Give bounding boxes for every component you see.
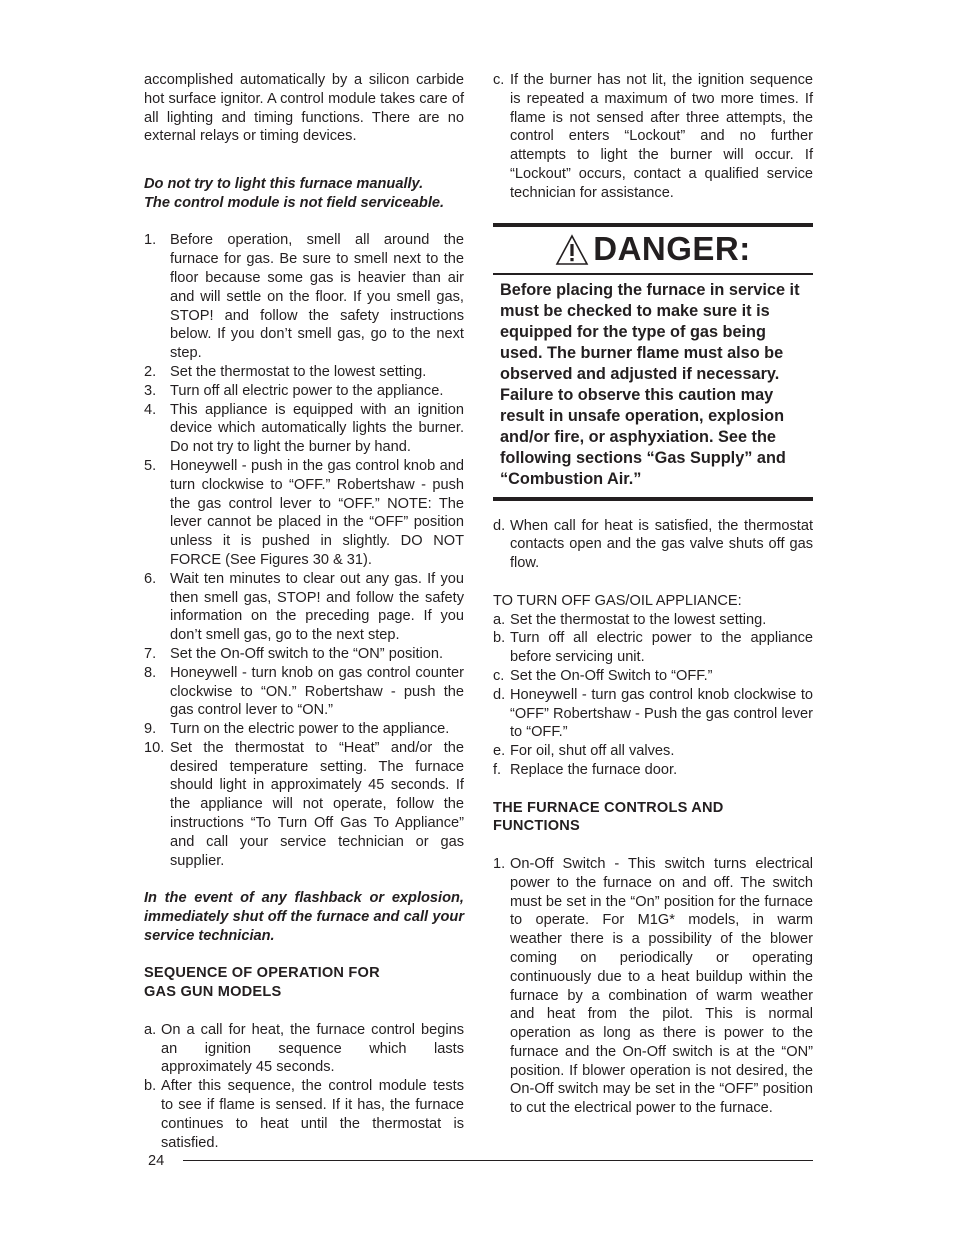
step-number: 2. (144, 363, 157, 380)
item-letter: d. (493, 517, 506, 534)
list-item (493, 667, 813, 686)
step-text: Turn on the electric power to the appliance. (170, 721, 450, 738)
warning-triangle-icon (555, 234, 593, 266)
item-letter: c. (493, 667, 505, 684)
list-item (144, 363, 464, 382)
step-number: 6. (144, 570, 157, 587)
item-letter: f. (493, 761, 502, 778)
manual-light-warning-line1: Do not try to light this furnace manually. (144, 175, 424, 192)
list-item (493, 629, 813, 667)
list-item (493, 761, 813, 780)
step-text: Honeywell - push in the gas control knob and turn clockwise to “OFF.” Robertshaw - push the gas control lever to “OFF.” NOTE: The lever cannot be placed in the “OFF” position unless it is pushed in slightly. DO NOT FORCE (See Figures 30 & 31). (170, 457, 464, 568)
item-text: If the burner has not lit, the ignition sequence is repeated a maximum of two more times. If flame is not sensed after three attempts, the control enters “Lockout” and no further attempts to light the burner will occur. If “Lockout” occurs, contact a qualified service technician for assistance. (510, 72, 813, 201)
list-item (144, 664, 464, 720)
list-item (144, 1077, 464, 1152)
step-text: Turn off all electric power to the appliance. (170, 382, 444, 399)
controls-heading: THE FURNACE CONTROLS AND FUNCTIONS (493, 799, 724, 835)
step-text: This appliance is equipped with an ignition device which automatically lights the burner. Do not try to light the burner by hand. (170, 401, 464, 456)
item-letter: e. (493, 743, 506, 760)
step-text: Set the thermostat to the lowest setting. (170, 363, 427, 380)
item-text: When call for heat is satisfied, the thermostat contacts open and the gas valve shuts off gas flow. (510, 517, 813, 572)
manual-light-warning-line2: The control module is not field serviceable. (144, 194, 445, 211)
danger-title: DANGER: (593, 230, 751, 268)
step-number: 4. (144, 401, 157, 418)
turn-off-heading: TO TURN OFF GAS/OIL APPLIANCE: (493, 592, 742, 609)
sequence-heading-line1: SEQUENCE OF OPERATION FOR (144, 965, 380, 982)
danger-header (493, 227, 813, 275)
list-item (144, 570, 464, 645)
list-item (493, 855, 813, 1118)
manual-light-warning (144, 175, 464, 213)
item-text: Set the thermostat to the lowest setting. (510, 611, 767, 628)
intro-paragraph: accomplished automatically by a silicon carbide hot surface ignitor. A control module takes care of all lighting and timing functions. There are no external relays or timing devices. (144, 72, 464, 145)
list-item (144, 401, 464, 457)
step-number: 3. (144, 382, 157, 399)
controls-list (493, 855, 813, 1118)
list-item (144, 739, 464, 871)
step-number: 5. (144, 457, 157, 474)
item-text: Turn off all electric power to the appliance before servicing unit. (510, 630, 813, 666)
step-number: 1. (144, 232, 157, 249)
right-column (493, 71, 813, 1118)
danger-box (493, 223, 813, 501)
list-item (493, 742, 813, 761)
step-text: Wait ten minutes to clear out any gas. If you then smell gas, STOP! and follow the safety information on the preceding page. If you don’t smell gas, go to the next step. (170, 570, 464, 644)
step-number: 9. (144, 721, 157, 738)
item-text: For oil, shut off all valves. (510, 743, 675, 760)
list-item (144, 720, 464, 739)
step-number: 10. (144, 739, 165, 756)
step-text: Before operation, smell all around the furnace for gas. Be sure to smell next to the floor because some gas is heavier than air and will settle on the floor. If you smell gas, STOP! and follow the safety instructions below. If you don’t smell gas, go to the next step. (170, 232, 464, 362)
item-text: On a call for heat, the furnace control begins an ignition sequence which lasts approximately 45 seconds. (161, 1021, 464, 1076)
item-letter: b. (493, 630, 506, 647)
step-number: 7. (144, 645, 157, 662)
list-item (144, 382, 464, 401)
list-item (144, 645, 464, 664)
list-item (144, 231, 464, 363)
turn-off-list (493, 611, 813, 780)
step-text: Set the thermostat to “Heat” and/or the desired temperature setting. The furnace should light in approximately 45 seconds. If the appliance will not operate, follow the instructions “To Turn Off Gas To Appliance” and call your service technician or gas supplier. (170, 739, 464, 869)
step-text: Set the On-Off switch to the “ON” position. (170, 645, 444, 662)
list-item (493, 686, 813, 742)
left-column (144, 71, 464, 1152)
step-text: Honeywell - turn knob on gas control counter clockwise to “ON.” Robertshaw - push the gas control lever to “ON.” (170, 664, 464, 719)
sequence-list (144, 1021, 464, 1153)
list-item (144, 457, 464, 570)
page-number: 24 (148, 1153, 165, 1169)
item-letter: d. (493, 686, 506, 703)
item-text: On-Off Switch - This switch turns electrical power to the furnace on and off. The switch must be set in the “On” position for the furnace to operate. For M1G* models, in warm weather there is a possibility of the blower coming on periodically or operating continuously due to a heat buildup within the furnace by a combination of warm weather and heat from the pilot. This is normal operation as long as there is power to the furnace and the On-Off switch is at the “ON” position. If blower operation is not desired, the On-Off switch may be set in the “OFF” position to cut the electrical power to the furnace. (510, 855, 813, 1117)
list-item (144, 1021, 464, 1077)
item-text: Set the On-Off Switch to “OFF.” (510, 667, 713, 684)
item-text: Replace the furnace door. (510, 761, 678, 778)
operating-steps-list (144, 231, 464, 870)
step-number: 8. (144, 664, 157, 681)
item-letter: a. (493, 611, 506, 628)
item-text: After this sequence, the control module tests to see if flame is sensed. If it has, the furnace continues to heat until the thermostat is satisfied. (161, 1078, 464, 1151)
item-letter: b. (144, 1078, 157, 1095)
item-letter: c. (493, 72, 505, 88)
sequence-heading (144, 964, 464, 1002)
item-number: 1. (493, 855, 506, 872)
list-item (493, 611, 813, 630)
list-item (493, 71, 813, 203)
sequence-heading-line2: GAS GUN MODELS (144, 984, 282, 1001)
danger-text: Before placing the furnace in service it must be checked to make sure it is equipped for the type of gas being used. The burner flame must also be observed and adjusted if necessary. Failure to observe this caution may result in unsafe operation, explosion and/or fire, or asphyxiation. See the following sections “Gas Supply” and “Combustion Air.” (500, 280, 800, 488)
item-text: Honeywell - turn gas control knob clockwise to “OFF” Robertshaw - Push the gas control lever to “OFF.” (510, 686, 813, 741)
item-letter: a. (144, 1021, 157, 1038)
footer-divider (183, 1160, 813, 1161)
flashback-warning: In the event of any flashback or explosion, immediately shut off the furnace and call your service technician. (144, 890, 464, 944)
list-item (493, 517, 813, 573)
